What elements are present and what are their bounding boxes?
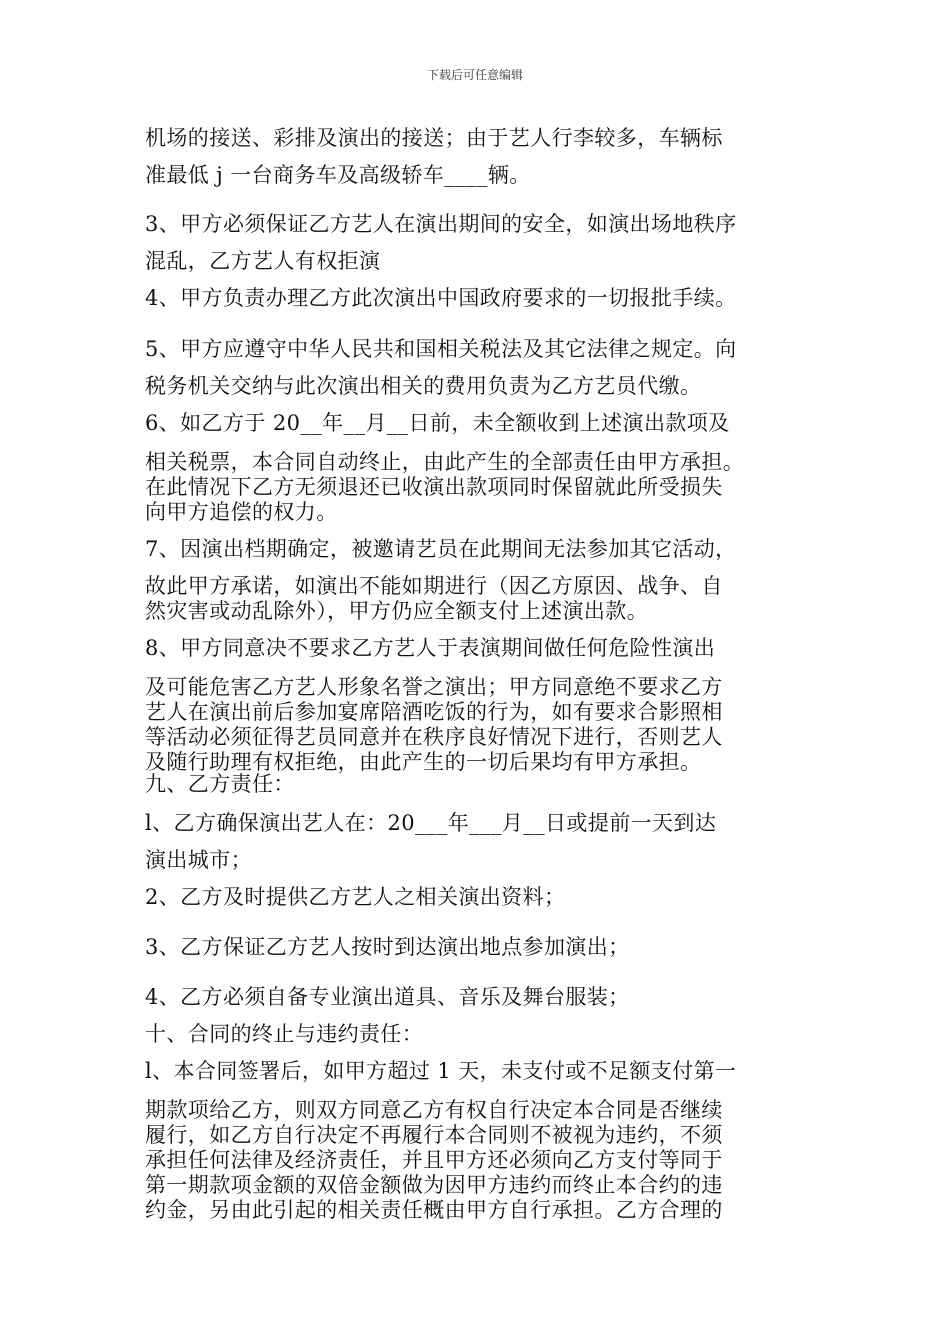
text-line: 履行，如乙方自行决定不再履行本合同则不被视为违约，不须 bbox=[145, 1123, 723, 1147]
text-line: 在此情况下乙方无须退还已收演出款项同时保留就此所受损失 bbox=[145, 475, 723, 499]
text-line: 准最低 j 一台商务车及高级轿车____辆。 bbox=[145, 163, 531, 187]
text-line: 机场的接送、彩排及演出的接送；由于艺人行李较多，车辆标 bbox=[145, 126, 723, 150]
text-line: 5、甲方应遵守中华人民共和国相关税法及其它法律之规定。向 bbox=[145, 337, 737, 361]
text-line: 及随行助理有权拒绝，由此产生的一切后果均有甲方承担。 bbox=[145, 750, 702, 774]
text-line: 向甲方追偿的权力。 bbox=[145, 500, 338, 524]
text-line: l、本合同签署后，如甲方超过 1 天，未支付或不足额支付第一 bbox=[145, 1059, 737, 1083]
text-line: 7、因演出档期确定，被邀请艺员在此期间无法参加其它活动， bbox=[145, 537, 737, 561]
text-line: 4、甲方负责办理乙方此次演出中国政府要求的一切报批手续。 bbox=[145, 286, 737, 310]
text-line: 混乱，乙方艺人有权拒演 bbox=[145, 249, 381, 273]
text-line: 故此甲方承诺，如演出不能如期进行（因乙方原因、战争、自 bbox=[145, 574, 723, 598]
text-line: 等活动必须征得艺员同意并在秩序良好情况下进行，否则艺人 bbox=[145, 725, 723, 749]
text-line: 期款项给乙方，则双方同意乙方有权自行决定本合同是否继续 bbox=[145, 1098, 723, 1122]
text-line: 6、如乙方于 20__年__月__日前，未全额收到上述演出款项及 bbox=[145, 411, 730, 435]
text-line: 相关税票，本合同自动终止，由此产生的全部责任由甲方承担。 bbox=[145, 450, 745, 474]
text-line: 第一期款项金额的双倍金额做为因甲方违约而终止本合约的违 bbox=[145, 1173, 723, 1197]
text-line: 税务机关交纳与此次演出相关的费用负责为乙方艺员代缴。 bbox=[145, 374, 702, 398]
text-line: 2、乙方及时提供乙方艺人之相关演出资料； bbox=[145, 885, 566, 909]
text-line: 3、甲方必须保证乙方艺人在演出期间的安全，如演出场地秩序 bbox=[145, 212, 737, 236]
text-line: 演出城市； bbox=[145, 848, 252, 872]
text-line: l、乙方确保演出艺人在：20___年___月__日或提前一天到达 bbox=[145, 811, 717, 835]
text-line: 艺人在演出前后参加宴席陪酒吃饭的行为，如有要求合影照相 bbox=[145, 700, 723, 724]
text-line: 3、乙方保证乙方艺人按时到达演出地点参加演出； bbox=[145, 935, 630, 959]
text-line: 然灾害或动乱除外），甲方仍应全额支付上述演出款。 bbox=[145, 599, 649, 623]
text-line: 承担任何法律及经济责任，并且甲方还必须向乙方支付等同于 bbox=[145, 1148, 723, 1172]
section-heading: 九、乙方责任： bbox=[145, 772, 295, 796]
text-line: 约金，另由此引起的相关责任概由甲方自行承担。乙方合理的 bbox=[145, 1198, 723, 1222]
page-header: 下载后可任意编辑 bbox=[426, 68, 523, 82]
text-line: 8、甲方同意决不要求乙方艺人于表演期间做任何危险性演出 bbox=[145, 636, 716, 660]
text-line: 4、乙方必须自备专业演出道具、音乐及舞台服装； bbox=[145, 985, 630, 1009]
text-line: 及可能危害乙方艺人形象名誉之演出；甲方同意绝不要求乙方 bbox=[145, 675, 723, 699]
section-heading: 十、合同的终止与违约责任： bbox=[145, 1022, 424, 1046]
